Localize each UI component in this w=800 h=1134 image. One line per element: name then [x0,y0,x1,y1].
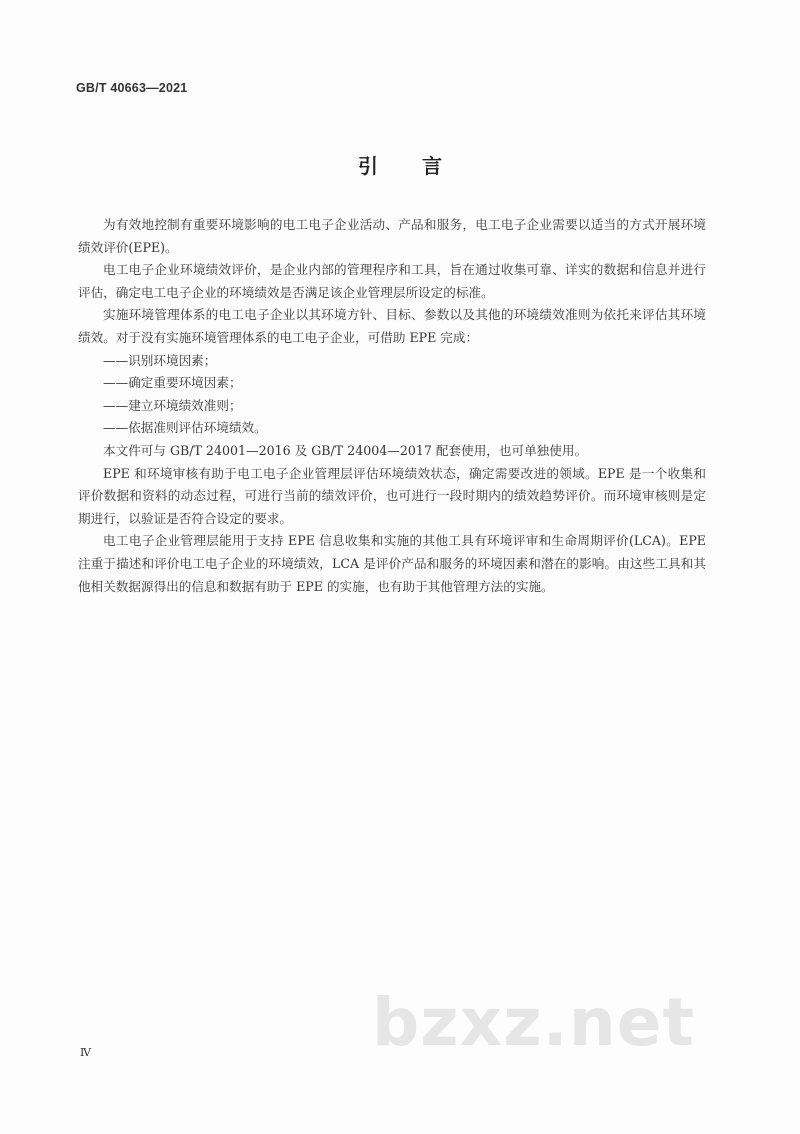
list-item: ——确定重要环境因素； [103,375,242,391]
paragraph: EPE 和环境审核有助于电工电子企业管理层评估环境绩效状态，确定需要改进的领域。EPE 是一个收集和评价数据和资料的动态过程，可进行当前的绩效评价，也可进行一段时期内的绩效趋势评价。而环境审核则是定期进行，以验证是否符合设定的要求。 [78,465,706,526]
paragraph: 电工电子企业管理层能用于支持 EPE 信息收集和实施的其他工具有环境评审和生命周期评价(LCA)。EPE 注重于描述和评价电工电子企业的环境绩效，LCA 是评价产品和服务的环境因素和潜在的影响。由这些工具和其他相关数据源得出的信息和数据有助于 EPE 的实施，也有助于其他管理方法的实施。 [78,533,706,594]
list-item: ——依据准则评估环境绩效。 [103,420,267,436]
standard-code: GB/T 40663—2021 [76,81,188,95]
page-number: Ⅳ [80,1046,91,1059]
paragraph: 实施环境管理体系的电工电子企业以其环境方针、目标、参数以及其他的环境绩效准则为依托来评估其环境绩效。对于没有实施环境管理体系的电工电子企业，可借助 EPE 完成： [78,307,706,345]
list-item: ——建立环境绩效准则； [103,397,242,413]
paragraph: 电工电子企业环境绩效评价，是企业内部的管理程序和工具，旨在通过收集可靠、详实的数据和信息并进行评估，确定电工电子企业的环境绩效是否满足该企业管理层所设定的标准。 [78,262,706,300]
watermark: bzxz.net [372,984,696,1061]
page-title: 引言 [358,154,486,178]
document-body [78,214,706,598]
paragraph: 本文件可与 GB/T 24001—2016 及 GB/T 24004—2017 配套使用，也可单独使用。 [103,442,588,458]
list-item: ——识别环境因素； [103,352,217,368]
bullet-list [78,350,706,440]
paragraph: 为有效地控制有重要环境影响的电工电子企业活动、产品和服务，电工电子企业需要以适当的方式开展环境绩效评价(EPE)。 [78,217,706,255]
